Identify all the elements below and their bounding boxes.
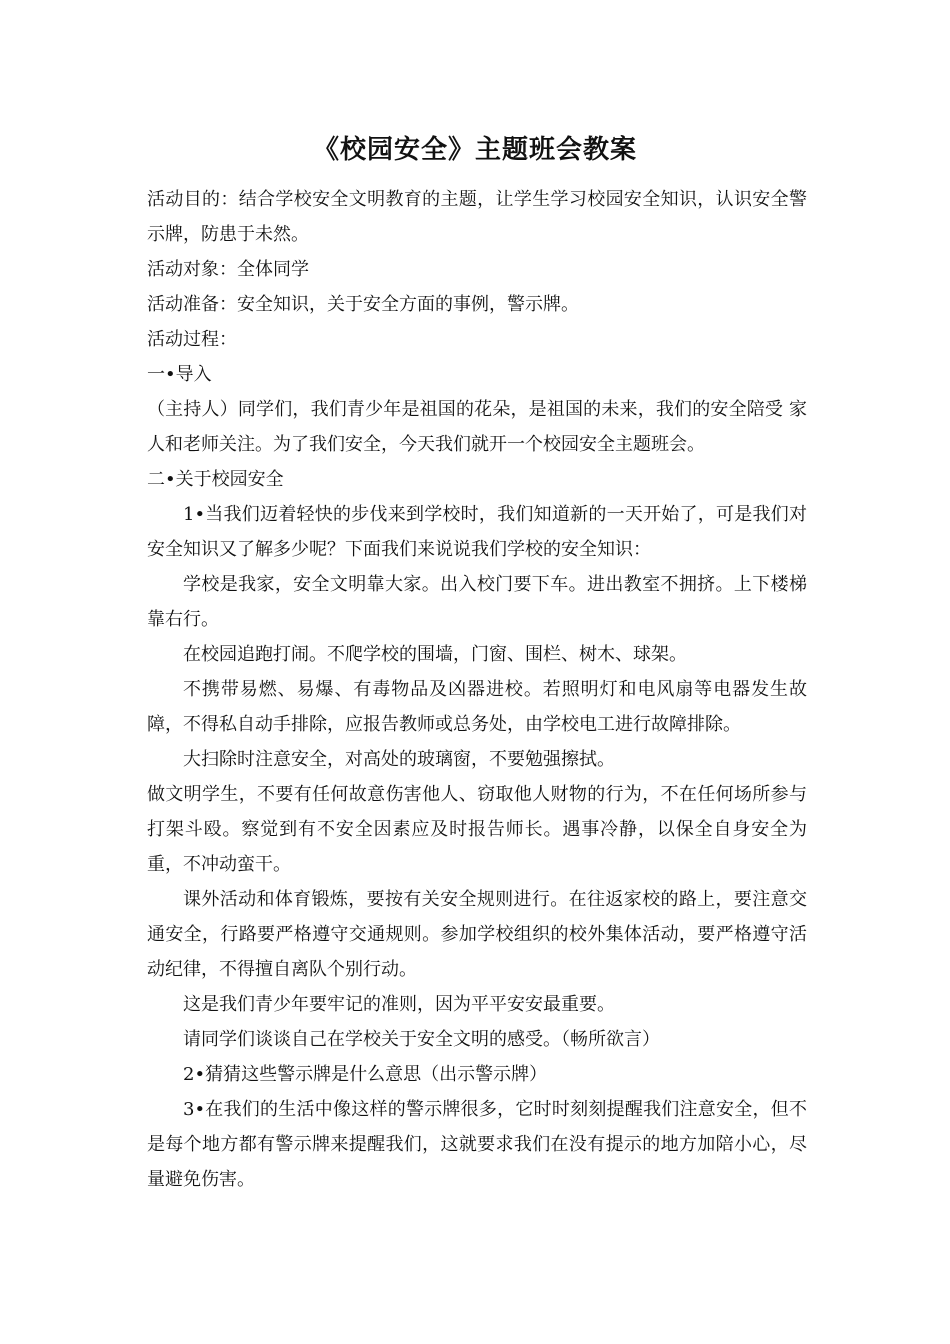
paragraph-audience: 活动对象：全体同学 — [147, 259, 309, 280]
paragraph-discussion: 请同学们谈谈自己在学校关于安全文明的感受。（畅所欲言） — [183, 1029, 660, 1050]
paragraph-rule-school-home: 学校是我家，安全文明靠大家。出入校门要下车。进出教室不拥挤。上下楼梯靠右行。 — [147, 574, 807, 630]
paragraph-rule-no-hazards: 不携带易燃、易爆、有毒物品及凶器进校。若照明灯和电风扇等电器发生故障，不得私自动手排除，应报告教师或总务处，由学校电工进行故障排除。 — [147, 679, 807, 735]
paragraph-process-heading: 活动过程： — [147, 329, 237, 350]
paragraph-purpose: 活动目的：结合学校安全文明教育的主题，让学生学习校园安全知识，认识安全警示牌，防患于未然。 — [147, 189, 807, 245]
section-heading-intro: 一•导入 — [147, 364, 212, 385]
paragraph-rule-summary: 这是我们青少年要牢记的准则，因为平平安安最重要。 — [183, 994, 615, 1015]
paragraph-rule-cleaning: 大扫除时注意安全，对高处的玻璃窗，不要勉强擦拭。 — [183, 749, 615, 770]
document-body — [147, 182, 807, 1197]
paragraph-preparation: 活动准备：安全知识，关于安全方面的事例，警示牌。 — [147, 294, 579, 315]
paragraph-item-3: 3•在我们的生活中像这样的警示牌很多，它时时刻刻提醒我们注意安全，但不是每个地方都有警示牌来提醒我们，这就要求我们在没有提示的地方加陪小心，尽量避免伤害。 — [147, 1099, 807, 1190]
paragraph-rule-civilized-student: 做文明学生，不要有任何故意伤害他人、窃取他人财物的行为，不在任何场所参与打架斗殴。察觉到有不安全因素应及时报告师长。遇事冷静，以保全自身安全为重，不冲动蛮干。 — [147, 784, 807, 875]
paragraph-rule-outdoor: 课外活动和体育锻炼，要按有关安全规则进行。在往返家校的路上，要注意交通安全，行路要严格遵守交通规则。参加学校组织的校外集体活动，要严格遵守活动纪律，不得擅自离队个别行动。 — [147, 889, 807, 980]
paragraph-host-intro: （主持人）同学们，我们青少年是祖国的花朵，是祖国的未来，我们的安全陪受 家人和老师关注。为了我们安全，今天我们就开一个校园安全主题班会。 — [147, 399, 807, 455]
paragraph-rule-no-climbing: 在校园追跑打闹。不爬学校的围墙，门窗、围栏、树木、球架。 — [183, 644, 687, 665]
section-heading-campus-safety: 二•关于校园安全 — [147, 469, 284, 490]
document-title: 《校园安全》主题班会教案 — [312, 135, 637, 165]
paragraph-item-2: 2•猜猜这些警示牌是什么意思（出示警示牌） — [183, 1064, 548, 1085]
paragraph-item-1: 1•当我们迈着轻快的步伐来到学校时，我们知道新的一天开始了，可是我们对安全知识又了解多少呢？下面我们来说说我们学校的安全知识： — [147, 504, 807, 560]
